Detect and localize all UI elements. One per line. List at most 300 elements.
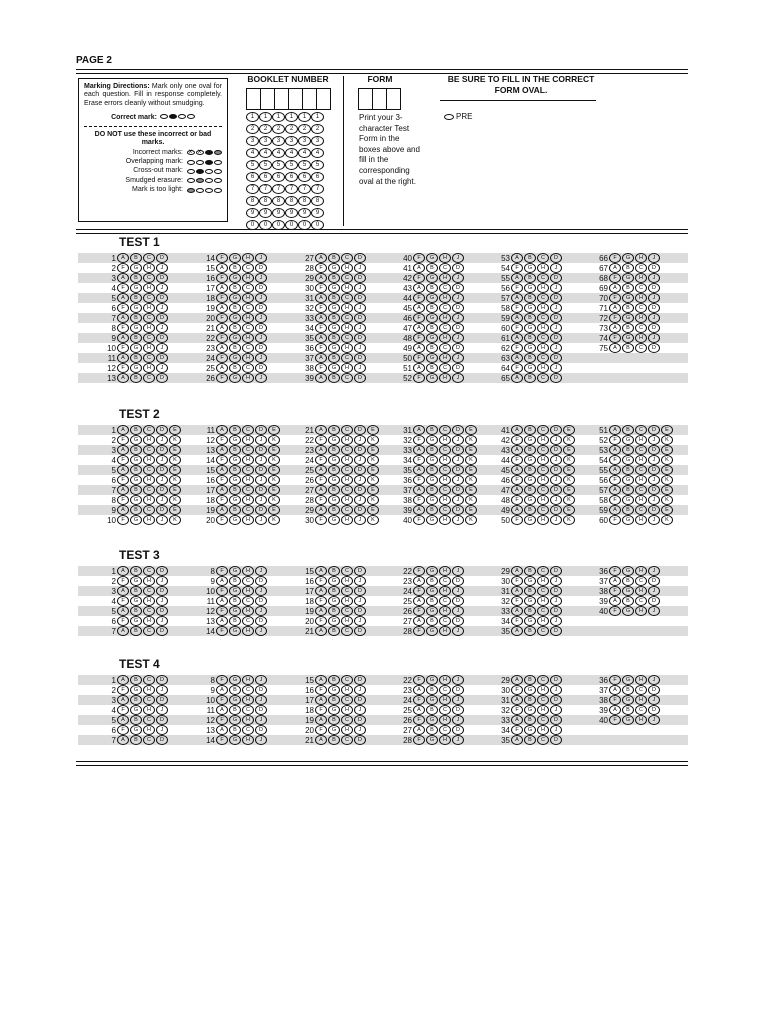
- answer-oval[interactable]: F: [315, 435, 327, 445]
- answer-oval[interactable]: D: [550, 425, 562, 435]
- answer-oval[interactable]: D: [255, 425, 267, 435]
- answer-oval[interactable]: D: [354, 715, 366, 725]
- form-char-box[interactable]: [358, 88, 373, 110]
- answer-oval[interactable]: C: [537, 373, 549, 383]
- answer-oval[interactable]: A: [413, 343, 425, 353]
- answer-oval[interactable]: A: [315, 373, 327, 383]
- answer-oval[interactable]: D: [550, 485, 562, 495]
- answer-oval[interactable]: J: [354, 263, 366, 273]
- answer-oval[interactable]: D: [354, 735, 366, 745]
- answer-oval[interactable]: B: [622, 596, 634, 606]
- form-char-box[interactable]: [372, 88, 387, 110]
- answer-oval[interactable]: C: [143, 586, 155, 596]
- answer-oval[interactable]: A: [413, 725, 425, 735]
- answer-oval[interactable]: D: [354, 293, 366, 303]
- answer-oval[interactable]: F: [117, 435, 129, 445]
- answer-oval[interactable]: J: [648, 333, 660, 343]
- answer-oval[interactable]: B: [524, 373, 536, 383]
- answer-oval[interactable]: E: [465, 505, 477, 515]
- answer-oval[interactable]: H: [635, 475, 647, 485]
- answer-oval[interactable]: H: [242, 373, 254, 383]
- answer-oval[interactable]: B: [328, 626, 340, 636]
- answer-oval[interactable]: G: [524, 283, 536, 293]
- answer-oval[interactable]: D: [550, 606, 562, 616]
- answer-oval[interactable]: B: [524, 253, 536, 263]
- answer-oval[interactable]: H: [242, 626, 254, 636]
- answer-oval[interactable]: K: [661, 475, 673, 485]
- answer-oval[interactable]: J: [156, 263, 168, 273]
- answer-oval[interactable]: J: [550, 323, 562, 333]
- answer-oval[interactable]: K: [465, 515, 477, 525]
- answer-oval[interactable]: C: [341, 485, 353, 495]
- answer-oval[interactable]: D: [452, 303, 464, 313]
- answer-oval[interactable]: D: [255, 705, 267, 715]
- answer-oval[interactable]: D: [255, 685, 267, 695]
- answer-oval[interactable]: J: [648, 566, 660, 576]
- answer-oval[interactable]: A: [609, 505, 621, 515]
- answer-oval[interactable]: C: [341, 353, 353, 363]
- answer-oval[interactable]: F: [609, 695, 621, 705]
- answer-oval[interactable]: B: [524, 273, 536, 283]
- answer-oval[interactable]: D: [452, 323, 464, 333]
- answer-oval[interactable]: G: [229, 695, 241, 705]
- answer-oval[interactable]: B: [426, 445, 438, 455]
- answer-oval[interactable]: B: [622, 505, 634, 515]
- booklet-digit-oval[interactable]: 2: [272, 124, 285, 134]
- answer-oval[interactable]: H: [439, 253, 451, 263]
- answer-oval[interactable]: C: [242, 303, 254, 313]
- answer-oval[interactable]: D: [156, 626, 168, 636]
- answer-oval[interactable]: C: [635, 576, 647, 586]
- answer-oval[interactable]: F: [117, 515, 129, 525]
- answer-oval[interactable]: G: [622, 253, 634, 263]
- answer-oval[interactable]: H: [537, 343, 549, 353]
- answer-oval[interactable]: B: [622, 445, 634, 455]
- answer-oval[interactable]: A: [413, 323, 425, 333]
- answer-oval[interactable]: H: [242, 495, 254, 505]
- answer-oval[interactable]: J: [255, 606, 267, 616]
- answer-oval[interactable]: D: [354, 695, 366, 705]
- answer-oval[interactable]: C: [635, 303, 647, 313]
- answer-oval[interactable]: G: [622, 313, 634, 323]
- answer-oval[interactable]: J: [255, 695, 267, 705]
- answer-oval[interactable]: F: [117, 343, 129, 353]
- answer-oval[interactable]: J: [452, 253, 464, 263]
- answer-oval[interactable]: C: [242, 263, 254, 273]
- answer-oval[interactable]: J: [452, 675, 464, 685]
- answer-oval[interactable]: J: [452, 735, 464, 745]
- booklet-digit-oval[interactable]: 2: [311, 124, 324, 134]
- answer-oval[interactable]: F: [413, 253, 425, 263]
- answer-oval[interactable]: B: [622, 576, 634, 586]
- answer-oval[interactable]: D: [354, 445, 366, 455]
- answer-oval[interactable]: K: [465, 435, 477, 445]
- answer-oval[interactable]: D: [354, 606, 366, 616]
- answer-oval[interactable]: D: [156, 735, 168, 745]
- answer-oval[interactable]: H: [242, 353, 254, 363]
- answer-oval[interactable]: C: [439, 425, 451, 435]
- answer-oval[interactable]: H: [537, 596, 549, 606]
- answer-oval[interactable]: G: [622, 475, 634, 485]
- answer-oval[interactable]: G: [229, 353, 241, 363]
- answer-oval[interactable]: J: [452, 715, 464, 725]
- answer-oval[interactable]: D: [255, 725, 267, 735]
- answer-oval[interactable]: H: [341, 685, 353, 695]
- answer-oval[interactable]: B: [328, 333, 340, 343]
- answer-oval[interactable]: B: [622, 283, 634, 293]
- answer-oval[interactable]: C: [143, 566, 155, 576]
- answer-oval[interactable]: D: [648, 445, 660, 455]
- answer-oval[interactable]: C: [242, 323, 254, 333]
- answer-oval[interactable]: H: [537, 363, 549, 373]
- answer-oval[interactable]: C: [341, 293, 353, 303]
- answer-oval[interactable]: G: [229, 475, 241, 485]
- answer-oval[interactable]: D: [354, 465, 366, 475]
- answer-oval[interactable]: H: [537, 685, 549, 695]
- booklet-digit-oval[interactable]: 3: [272, 136, 285, 146]
- answer-oval[interactable]: E: [563, 425, 575, 435]
- answer-oval[interactable]: C: [143, 273, 155, 283]
- answer-oval[interactable]: F: [511, 495, 523, 505]
- answer-oval[interactable]: A: [315, 715, 327, 725]
- answer-oval[interactable]: A: [609, 465, 621, 475]
- answer-oval[interactable]: G: [130, 616, 142, 626]
- booklet-digit-oval[interactable]: 8: [298, 196, 311, 206]
- answer-oval[interactable]: F: [315, 323, 327, 333]
- answer-oval[interactable]: A: [315, 293, 327, 303]
- answer-oval[interactable]: F: [609, 435, 621, 445]
- answer-oval[interactable]: A: [117, 606, 129, 616]
- answer-oval[interactable]: D: [550, 353, 562, 363]
- answer-oval[interactable]: B: [328, 485, 340, 495]
- answer-oval[interactable]: K: [169, 455, 181, 465]
- answer-oval[interactable]: B: [130, 253, 142, 263]
- booklet-digit-oval[interactable]: 7: [246, 184, 259, 194]
- answer-oval[interactable]: H: [439, 695, 451, 705]
- answer-oval[interactable]: E: [268, 505, 280, 515]
- answer-oval[interactable]: B: [130, 586, 142, 596]
- answer-oval[interactable]: A: [315, 333, 327, 343]
- answer-oval[interactable]: A: [117, 373, 129, 383]
- answer-oval[interactable]: G: [524, 323, 536, 333]
- answer-oval[interactable]: J: [255, 675, 267, 685]
- answer-oval[interactable]: C: [143, 293, 155, 303]
- answer-oval[interactable]: G: [328, 616, 340, 626]
- answer-oval[interactable]: C: [537, 566, 549, 576]
- answer-oval[interactable]: F: [216, 455, 228, 465]
- answer-oval[interactable]: J: [452, 495, 464, 505]
- answer-oval[interactable]: F: [117, 455, 129, 465]
- answer-oval[interactable]: B: [524, 626, 536, 636]
- answer-oval[interactable]: C: [143, 606, 155, 616]
- answer-oval[interactable]: C: [143, 505, 155, 515]
- answer-oval[interactable]: J: [156, 323, 168, 333]
- answer-oval[interactable]: D: [354, 425, 366, 435]
- answer-oval[interactable]: G: [328, 725, 340, 735]
- answer-oval[interactable]: F: [511, 475, 523, 485]
- answer-oval[interactable]: B: [426, 616, 438, 626]
- answer-oval[interactable]: D: [648, 465, 660, 475]
- answer-oval[interactable]: B: [328, 273, 340, 283]
- answer-oval[interactable]: J: [648, 253, 660, 263]
- answer-oval[interactable]: J: [255, 353, 267, 363]
- answer-oval[interactable]: J: [452, 455, 464, 465]
- booklet-digit-oval[interactable]: 2: [298, 124, 311, 134]
- answer-oval[interactable]: K: [367, 435, 379, 445]
- answer-oval[interactable]: G: [328, 685, 340, 695]
- answer-oval[interactable]: G: [524, 455, 536, 465]
- answer-oval[interactable]: D: [550, 373, 562, 383]
- answer-oval[interactable]: H: [635, 273, 647, 283]
- answer-oval[interactable]: D: [156, 465, 168, 475]
- answer-oval[interactable]: K: [563, 455, 575, 465]
- answer-oval[interactable]: F: [413, 333, 425, 343]
- answer-oval[interactable]: G: [130, 685, 142, 695]
- answer-oval[interactable]: F: [609, 606, 621, 616]
- answer-oval[interactable]: H: [635, 515, 647, 525]
- answer-oval[interactable]: D: [156, 293, 168, 303]
- answer-oval[interactable]: J: [354, 303, 366, 313]
- booklet-digit-oval[interactable]: 6: [246, 172, 259, 182]
- answer-oval[interactable]: J: [354, 323, 366, 333]
- answer-oval[interactable]: C: [439, 685, 451, 695]
- answer-oval[interactable]: H: [341, 495, 353, 505]
- answer-oval[interactable]: J: [550, 616, 562, 626]
- answer-oval[interactable]: D: [452, 343, 464, 353]
- answer-oval[interactable]: F: [511, 283, 523, 293]
- answer-oval[interactable]: F: [609, 333, 621, 343]
- answer-oval[interactable]: H: [635, 293, 647, 303]
- answer-oval[interactable]: B: [328, 313, 340, 323]
- answer-oval[interactable]: G: [328, 435, 340, 445]
- answer-oval[interactable]: K: [563, 495, 575, 505]
- answer-oval[interactable]: H: [537, 455, 549, 465]
- answer-oval[interactable]: B: [229, 425, 241, 435]
- answer-oval[interactable]: D: [255, 465, 267, 475]
- answer-oval[interactable]: H: [143, 515, 155, 525]
- answer-oval[interactable]: D: [452, 485, 464, 495]
- answer-oval[interactable]: C: [635, 485, 647, 495]
- answer-oval[interactable]: G: [426, 353, 438, 363]
- answer-oval[interactable]: D: [156, 715, 168, 725]
- answer-oval[interactable]: A: [413, 425, 425, 435]
- answer-oval[interactable]: J: [550, 705, 562, 715]
- form-char-box[interactable]: [386, 88, 401, 110]
- answer-oval[interactable]: F: [117, 283, 129, 293]
- answer-oval[interactable]: C: [439, 323, 451, 333]
- answer-oval[interactable]: D: [648, 303, 660, 313]
- answer-oval[interactable]: H: [439, 495, 451, 505]
- answer-oval[interactable]: G: [130, 343, 142, 353]
- answer-oval[interactable]: K: [268, 475, 280, 485]
- answer-oval[interactable]: A: [117, 675, 129, 685]
- answer-oval[interactable]: C: [341, 566, 353, 576]
- booklet-digit-oval[interactable]: 3: [259, 136, 272, 146]
- answer-oval[interactable]: J: [452, 373, 464, 383]
- answer-oval[interactable]: B: [426, 505, 438, 515]
- answer-oval[interactable]: G: [130, 725, 142, 735]
- booklet-digit-oval[interactable]: 1: [298, 112, 311, 122]
- answer-oval[interactable]: A: [609, 343, 621, 353]
- answer-oval[interactable]: D: [156, 566, 168, 576]
- answer-oval[interactable]: A: [216, 263, 228, 273]
- booklet-digit-oval[interactable]: 1: [311, 112, 324, 122]
- answer-oval[interactable]: A: [216, 616, 228, 626]
- answer-oval[interactable]: A: [315, 586, 327, 596]
- answer-oval[interactable]: D: [354, 566, 366, 576]
- answer-oval[interactable]: D: [255, 596, 267, 606]
- booklet-digit-oval[interactable]: 5: [298, 160, 311, 170]
- answer-oval[interactable]: F: [511, 685, 523, 695]
- answer-oval[interactable]: H: [143, 596, 155, 606]
- answer-oval[interactable]: G: [130, 596, 142, 606]
- answer-oval[interactable]: D: [354, 586, 366, 596]
- answer-oval[interactable]: J: [550, 363, 562, 373]
- answer-oval[interactable]: H: [635, 435, 647, 445]
- answer-oval[interactable]: G: [426, 606, 438, 616]
- answer-oval[interactable]: C: [143, 675, 155, 685]
- answer-oval[interactable]: H: [242, 606, 254, 616]
- answer-oval[interactable]: D: [452, 576, 464, 586]
- answer-oval[interactable]: K: [661, 455, 673, 465]
- answer-oval[interactable]: E: [465, 425, 477, 435]
- answer-oval[interactable]: J: [255, 253, 267, 263]
- answer-oval[interactable]: B: [130, 715, 142, 725]
- answer-oval[interactable]: E: [268, 465, 280, 475]
- answer-oval[interactable]: D: [648, 425, 660, 435]
- answer-oval[interactable]: G: [622, 273, 634, 283]
- answer-oval[interactable]: A: [511, 293, 523, 303]
- answer-oval[interactable]: G: [229, 715, 241, 725]
- booklet-digit-oval[interactable]: 9: [285, 208, 298, 218]
- answer-oval[interactable]: H: [341, 323, 353, 333]
- booklet-digit-box[interactable]: [302, 88, 317, 110]
- booklet-digit-box[interactable]: [316, 88, 331, 110]
- answer-oval[interactable]: F: [315, 515, 327, 525]
- answer-oval[interactable]: C: [537, 253, 549, 263]
- answer-oval[interactable]: D: [156, 445, 168, 455]
- answer-oval[interactable]: J: [156, 596, 168, 606]
- answer-oval[interactable]: D: [255, 616, 267, 626]
- answer-oval[interactable]: D: [354, 626, 366, 636]
- answer-oval[interactable]: H: [537, 283, 549, 293]
- answer-oval[interactable]: G: [524, 685, 536, 695]
- answer-oval[interactable]: H: [143, 343, 155, 353]
- answer-oval[interactable]: G: [426, 715, 438, 725]
- answer-oval[interactable]: D: [452, 505, 464, 515]
- answer-oval[interactable]: B: [426, 303, 438, 313]
- booklet-digit-box[interactable]: [288, 88, 303, 110]
- answer-oval[interactable]: A: [216, 685, 228, 695]
- answer-oval[interactable]: A: [511, 273, 523, 283]
- answer-oval[interactable]: J: [156, 455, 168, 465]
- answer-oval[interactable]: C: [439, 303, 451, 313]
- answer-oval[interactable]: J: [354, 725, 366, 735]
- answer-oval[interactable]: H: [341, 616, 353, 626]
- answer-oval[interactable]: D: [156, 505, 168, 515]
- answer-oval[interactable]: A: [315, 253, 327, 263]
- answer-oval[interactable]: D: [156, 586, 168, 596]
- answer-oval[interactable]: A: [117, 253, 129, 263]
- answer-oval[interactable]: J: [452, 333, 464, 343]
- answer-oval[interactable]: E: [563, 465, 575, 475]
- answer-oval[interactable]: G: [328, 263, 340, 273]
- answer-oval[interactable]: H: [635, 333, 647, 343]
- answer-oval[interactable]: B: [524, 313, 536, 323]
- answer-oval[interactable]: B: [426, 725, 438, 735]
- booklet-digit-oval[interactable]: 1: [272, 112, 285, 122]
- answer-oval[interactable]: K: [367, 455, 379, 465]
- answer-oval[interactable]: H: [439, 313, 451, 323]
- booklet-digit-oval[interactable]: 9: [272, 208, 285, 218]
- answer-oval[interactable]: D: [550, 293, 562, 303]
- answer-oval[interactable]: J: [550, 576, 562, 586]
- answer-oval[interactable]: A: [216, 445, 228, 455]
- answer-oval[interactable]: H: [341, 343, 353, 353]
- answer-oval[interactable]: K: [268, 435, 280, 445]
- answer-oval[interactable]: J: [354, 616, 366, 626]
- answer-oval[interactable]: F: [413, 715, 425, 725]
- answer-oval[interactable]: F: [117, 475, 129, 485]
- answer-oval[interactable]: F: [413, 273, 425, 283]
- answer-oval[interactable]: H: [439, 515, 451, 525]
- answer-oval[interactable]: B: [130, 273, 142, 283]
- answer-oval[interactable]: A: [511, 735, 523, 745]
- answer-oval[interactable]: F: [413, 586, 425, 596]
- answer-oval[interactable]: B: [426, 705, 438, 715]
- answer-oval[interactable]: B: [130, 313, 142, 323]
- answer-oval[interactable]: G: [426, 495, 438, 505]
- answer-oval[interactable]: J: [452, 435, 464, 445]
- answer-oval[interactable]: B: [229, 363, 241, 373]
- answer-oval[interactable]: B: [524, 465, 536, 475]
- answer-oval[interactable]: C: [537, 606, 549, 616]
- answer-oval[interactable]: C: [537, 715, 549, 725]
- answer-oval[interactable]: C: [143, 715, 155, 725]
- answer-oval[interactable]: A: [609, 303, 621, 313]
- answer-oval[interactable]: A: [413, 445, 425, 455]
- answer-oval[interactable]: C: [242, 505, 254, 515]
- answer-oval[interactable]: F: [315, 343, 327, 353]
- answer-oval[interactable]: G: [328, 343, 340, 353]
- answer-oval[interactable]: F: [609, 675, 621, 685]
- answer-oval[interactable]: F: [315, 685, 327, 695]
- booklet-digit-oval[interactable]: 1: [259, 112, 272, 122]
- answer-oval[interactable]: C: [439, 725, 451, 735]
- answer-oval[interactable]: G: [328, 455, 340, 465]
- answer-oval[interactable]: F: [315, 596, 327, 606]
- answer-oval[interactable]: B: [328, 695, 340, 705]
- answer-oval[interactable]: F: [413, 626, 425, 636]
- booklet-digit-oval[interactable]: 1: [246, 112, 259, 122]
- answer-oval[interactable]: F: [511, 725, 523, 735]
- answer-oval[interactable]: A: [511, 586, 523, 596]
- answer-oval[interactable]: B: [524, 485, 536, 495]
- answer-oval[interactable]: K: [367, 475, 379, 485]
- answer-oval[interactable]: C: [537, 465, 549, 475]
- answer-oval[interactable]: K: [465, 455, 477, 465]
- answer-oval[interactable]: G: [328, 515, 340, 525]
- answer-oval[interactable]: D: [255, 303, 267, 313]
- answer-oval[interactable]: C: [439, 505, 451, 515]
- answer-oval[interactable]: G: [229, 606, 241, 616]
- answer-oval[interactable]: D: [550, 675, 562, 685]
- answer-oval[interactable]: H: [537, 435, 549, 445]
- answer-oval[interactable]: G: [328, 475, 340, 485]
- answer-oval[interactable]: A: [315, 626, 327, 636]
- answer-oval[interactable]: D: [550, 715, 562, 725]
- answer-oval[interactable]: J: [156, 363, 168, 373]
